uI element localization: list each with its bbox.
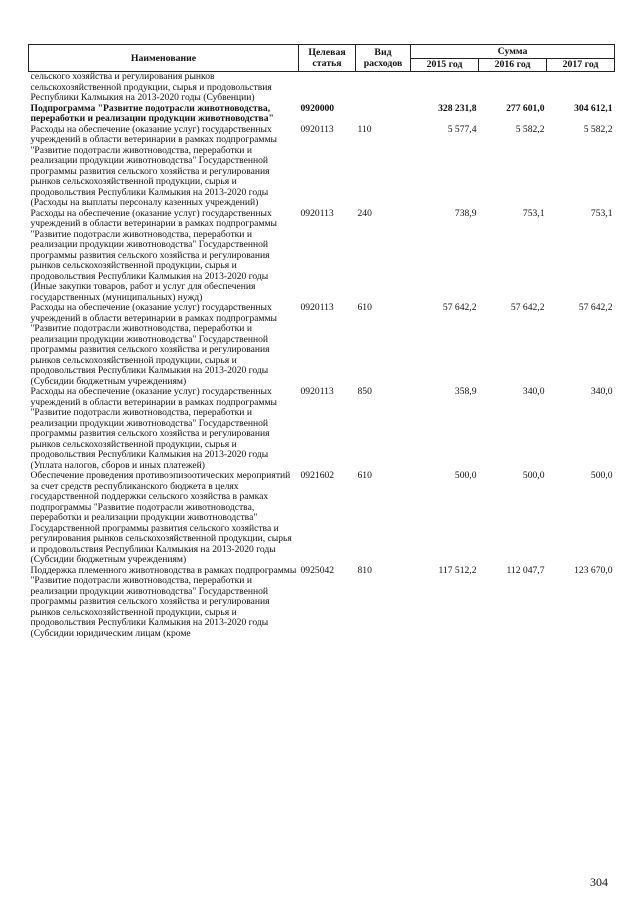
row-vid: 110: [357, 123, 372, 135]
table-row: [29, 72, 615, 104]
row-sum-2016: 5 582,2: [515, 123, 545, 135]
row-name: Подпрограмма "Развитие подотрасли животноводства, переработки и реализации продукции животноводства": [30, 102, 274, 124]
row-sum-2015: 738,9: [454, 207, 477, 219]
row-sum-2017: 123 670,0: [574, 564, 613, 576]
table-row: [29, 387, 615, 471]
row-sum-2017: 500,0: [590, 470, 613, 481]
row-name: Расходы на обеспечение (оказание услуг) государственных учреждений в области ветеринарии в рамках подпрограммы "Развитие подотрасли животноводства, переработки и реализации продукции животноводства" Государственной программы развития сельского хозяйства и регулирования рынков сельскохозяйственной продукции, сырья и продовольствия Республики Калмыкия на 2013-2020 годы (Уплата налогов, сборов и иных платежей): [30, 386, 277, 471]
row-sum-2017: 5 582,2: [583, 123, 613, 135]
row-sum-2017: 340,0: [590, 386, 613, 397]
row-sum-2015: 328 231,8: [438, 102, 477, 114]
row-sum-2017: 304 612,1: [574, 102, 613, 114]
table-row: [29, 125, 615, 209]
row-code: 0920113: [300, 207, 334, 219]
row-code: 0920000: [300, 102, 335, 114]
row-sum-2016: 500,0: [522, 470, 545, 481]
header-year-2017: 2017 год: [547, 58, 615, 72]
header-sum: Сумма: [411, 45, 615, 59]
row-code: 0921602: [300, 470, 335, 481]
row-code: 0920113: [300, 302, 334, 313]
row-vid: 240: [357, 207, 372, 219]
row-name: Расходы на обеспечение (оказание услуг) государственных учреждений в области ветеринарии в рамках подпрограммы "Развитие подотрасли животноводства, переработки и реализации продукции животноводства" Государственной программы развития сельского хозяйства и регулирования рынков сельскохозяйственной продукции, сырья и продовольствия Республики Калмыкия на 2013-2020 годы (Иные закупки товаров, работ и услуг для обеспечения государственных (муниципальных) нужд): [30, 207, 277, 303]
row-code: 0925042: [300, 564, 335, 576]
row-code: [299, 72, 356, 104]
header-article: Целевая статья: [299, 45, 356, 72]
header-name: Наименование: [29, 45, 299, 72]
budget-table: [28, 44, 615, 639]
row-code: 0920113: [300, 386, 334, 397]
table-body: [29, 72, 615, 640]
row-code: 0920113: [300, 123, 334, 135]
row-name: Расходы на обеспечение (оказание услуг) государственных учреждений в области ветеринарии в рамках подпрограммы "Развитие подотрасли животноводства, переработки и реализации продукции животноводства" Государственной программы развития сельского хозяйства и регулирования рынков сельскохозяйственной продукции, сырья и продовольствия Республики Калмыкия на 2013-2020 годы (Субсидии бюджетным учреждениям): [30, 302, 277, 387]
row-sum-2016: 277 601,0: [506, 102, 545, 114]
row-sum-2015: 5 577,4: [447, 123, 477, 135]
row-vid: 810: [357, 564, 372, 576]
row-name: Обеспечение проведения противоэпизоотических мероприятий за счет средств республиканского бюджета в целях государственной поддержки сельского хозяйства в рамках подпрограммы "Развитие подотрасли животноводства, переработки и реализации продукции животноводства" Государственной программы развития сельского хозяйства и регулирования рынков сельскохозяйственной продукции, сырья и продовольствия Республики Калмыкия на 2013-2020 годы (Субсидии бюджетным учреждениям): [30, 470, 292, 565]
row-name: Расходы на обеспечение (оказание услуг) государственных учреждений в области ветеринарии в рамках подпрограммы "Развитие подотрасли животноводства, переработки и реализации продукции животноводства" Государственной программы развития сельского хозяйства и регулирования рынков сельскохозяйственной продукции, сырья и продовольствия Республики Калмыкия на 2013-2020 годы (Расходы на выплаты персоналу казенных учреждений): [30, 123, 277, 208]
row-sum-2016: 57 642,2: [510, 302, 545, 313]
table-row: [29, 104, 615, 125]
row-sum-2016: [479, 72, 547, 104]
table-header: [29, 45, 615, 72]
row-sum-2015: 500,0: [454, 470, 477, 481]
row-vid: 850: [357, 386, 372, 397]
row-sum-2015: 57 642,2: [442, 302, 477, 313]
row-vid: 610: [357, 470, 372, 481]
row-vid: [356, 104, 411, 125]
row-sum-2016: 340,0: [522, 386, 545, 397]
row-sum-2015: 358,9: [454, 386, 477, 397]
row-sum-2017: 57 642,2: [578, 302, 613, 313]
row-sum-2015: 117 512,2: [438, 564, 477, 576]
row-sum-2017: 753,1: [590, 207, 613, 219]
header-vid: Вид расходов: [356, 45, 411, 72]
table-row: [29, 209, 615, 304]
row-sum-2017: [547, 72, 615, 104]
row-sum-2016: 753,1: [522, 207, 545, 219]
header-year-2015: 2015 год: [411, 58, 479, 72]
row-sum-2015: [411, 72, 479, 104]
row-vid: [356, 72, 411, 104]
row-sum-2016: 112 047,7: [506, 564, 545, 576]
row-name: сельского хозяйства и регулирования рынков сельскохозяйственной продукции, сырья и продовольствия Республики Калмыкия на 2013-2020 годы (Субвенции): [30, 71, 272, 103]
table-row: [29, 566, 615, 640]
row-name: Поддержка племенного животноводства в рамках подпрограммы "Развитие подотрасли животноводства, переработки и реализации продукции животноводства" Государственной программы развития сельского хозяйства и регулирования рынков сельскохозяйственной продукции, сырья и продовольствия Республики Калмыкия на 2013-2020 годы (Субсидии юридическим лицам (кроме: [30, 564, 297, 639]
table-row: [29, 303, 615, 387]
row-vid: 610: [357, 302, 372, 313]
page-number: 304: [590, 875, 608, 889]
table-row: [29, 471, 615, 566]
header-year-2016: 2016 год: [479, 58, 547, 72]
